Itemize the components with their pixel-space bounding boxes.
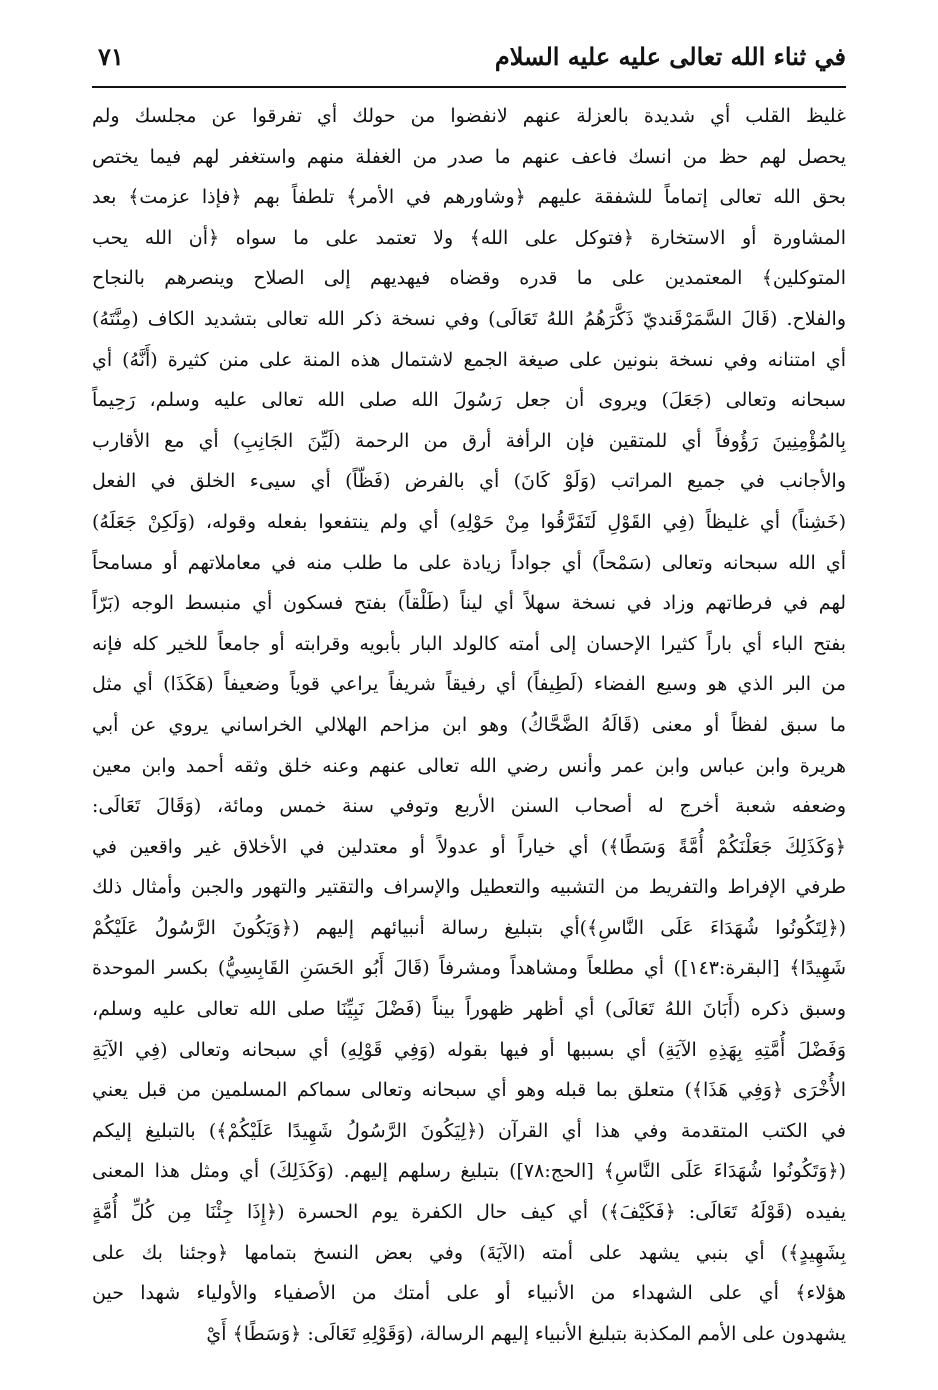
text-line: أي الله سبحانه وتعالى (سَمْحاً) أي جواداً زيادة على ما طلب منه في معاملاتهم أو مسامحاً	[92, 551, 846, 574]
text-line: بِشَهِيدٍ﴾) أي بنبي يشهد على أمته (الآيَةَ) وفي بعض النسخ بتمامها ﴿وجئنا بك على	[92, 1241, 846, 1264]
text-line: المتوكلين﴾ المعتمدين على ما قدره وقضاه فيهديهم إلى الصلاح وينصرهم بالنجاح	[92, 267, 846, 290]
text-line: (﴿وَتَكُونُوا شُهَدَاءَ عَلَى النَّاسِ﴾ [الحج:٧٨]) بتبليغ رسلهم إليهم. (وَكَذَلِكَ) أي ومثل هذا المعنى	[92, 1160, 846, 1183]
text-line: والفلاح. (قَالَ السَّمَرْقَنديّ ذَكَّرَهُمُ اللهُ تَعَالَى) وفي نسخة ذكر الله تعالى بتشديد الكاف (مِنَّتَهُ)	[92, 307, 846, 330]
body-text	[92, 96, 846, 1354]
text-line: يشهدون على الأمم المكذبة بتبليغ الأنبياء إليهم الرسالة، (وَقَوْلِهِ تَعَالَى: ﴿وَسَطًا﴾ أَيْ	[206, 1322, 846, 1345]
text-line: يحصل لهم حظ من انسك فاعف عنهم ما صدر من الغفلة منهم واستغفر لهم فيما يختص	[92, 145, 846, 168]
text-line: غليظ القلب أي شديدة بالعزلة عنهم لانفضوا من حولك أي تفرقوا عن مجلسك ولم	[92, 105, 846, 127]
text-line: والأجانب في جميع المراتب (وَلَوْ كَانَ) أي بالفرض (فَظّاً) أي سيىء الخلق في الفعل	[92, 470, 846, 493]
text-line: هؤلاء﴾ أي على الشهداء من الأنبياء أو على أمتك من الأصفياء والأولياء شهدا حين	[92, 1282, 846, 1305]
text-line: يفيده (قَوْلَهُ تَعَالَى: ﴿فَكَيْفَ﴾) أي كيف حال الكفرة يوم الحسرة (﴿إِذَا جِئْنَا مِن كُلِّ أُمَّةٍ	[92, 1201, 846, 1224]
text-line: سبحانه وتعالى (جَعَلَ) ويروى أن جعل رَسُولَ الله صلى الله تعالى عليه وسلم، رَحِيماً	[92, 389, 846, 412]
text-line: (خَشِناً) أي غليظاً (فِي القَوْلِ لَتَفَرَّقُوا مِنْ حَوْلِهِ) أي ولم ينتفعوا بفعله وقوله، (وَلَكِنْ جَعَلَهُ)	[92, 510, 846, 533]
text-line: المشاورة أو الاستخارة ﴿فتوكل على الله﴾ ولا تعتمد على ما سواه ﴿أن الله يحب	[92, 226, 846, 249]
text-line: وَفَضْلَ أُمَّتِهِ بِهَذِهِ الآيَةِ) أي بسببها أو فيها بقوله (وَفِي قَوْلِهِ) أي سبحانه وتعالى (فِي الآيَةِ	[92, 1038, 846, 1061]
page-header	[92, 36, 846, 88]
text-line: من البر الذي هو وسيع الفضاء (لَطِيفاً) أي رفيقاً شريفاً يراعي قوياً وضعيفاً (هَكَذَا) أي مثل	[92, 673, 846, 696]
text-line: وسبق ذكره (أَبَانَ اللهُ تَعَالَى) أي أظهر ظهوراً بيناً (فَضْلَ نَبِيِّنَا صلى الله تعالى عليه وسلم،	[92, 998, 846, 1021]
text-line: أي امتنانه وفي نسخة بنونين على صيغة الجمع لاشتمال هذه المنة على منن كثيرة (أَنَّهُ) أي	[92, 348, 846, 371]
text-line: وضعفه شعبة أخرج له أصحاب السنن الأربع وتوفي سنة خمس ومائة، (وَقَالَ تَعَالَى:	[92, 795, 846, 818]
text-line: الأُخْرَى ﴿وَفِي هَذَا﴾) متعلق بما قبله وهو أي سبحانه وتعالى سماكم المسلمين من قبل يعني	[92, 1079, 846, 1102]
page-number: ٧١	[98, 42, 124, 71]
text-line: في الكتب المتقدمة وفي هذا أي القرآن (﴿لِيَكُونَ الرَّسُولُ شَهِيدًا عَلَيْكُمْ﴾) بالتبليغ إليكم	[92, 1119, 846, 1142]
text-line: لهم في فرطاتهم وزاد في نسخة سهلاً أي ليناً (طَلْقاً) بفتح فسكون أي منبسط الوجه (بَرّاً	[92, 592, 846, 615]
text-line: ﴿وَكَذَلِكَ جَعَلْنَكُمْ أُمَّةً وَسَطًا﴾) أي خياراً أو عدولاً أو معتدلين في الأخلاق غير واقعين في	[92, 835, 846, 858]
text-line: بحق الله تعالى إتماماً للشفقة عليهم ﴿وشاورهم في الأمر﴾ تلطفاً بهم ﴿فإذا عزمت﴾ بعد	[92, 186, 846, 209]
text-line: طرفي الإفراط والتفريط من التشبيه والتعطيل والإسراف والتقتير والتهور والجبن وأمثال ذلك	[92, 876, 846, 899]
text-line: بفتح الباء أي باراً كثيرا الإحسان إلى أمته كالولد البار بأبويه وقرابته أو جامعاً للخير كله فإنه	[92, 632, 846, 655]
text-line: (﴿لِتَكُونُوا شُهَدَاءَ عَلَى النَّاسِ﴾)أي بتبليغ رسالة أنبيائهم إليهم (﴿وَيَكُونَ الرَّسُولُ عَلَيْكُمْ	[92, 916, 846, 939]
text-line: بِالمُؤْمِنِينَ رَؤُوفاً أي للمتقين فإن الرأفة أرق من الرحمة (لَيِّنَ الجَانِبِ) أي مع الأقارب	[92, 429, 846, 452]
text-line: شَهِيدًا﴾ [البقرة:١٤٣]) أي مطلعاً ومشاهداً ومشرفاً (قَالَ أَبُو الحَسَنِ القَابِسِيُّ) بكسر الموحدة	[92, 957, 846, 980]
text-line: ما سبق لفظاً أو معنى (قَالَهُ الضَّحَّاكُ) وهو ابن مزاحم الهلالي الخراساني يروي عن أبي	[92, 713, 846, 736]
text-line: هريرة وابن عباس وابن عمر وأنس رضي الله تعالى عنهم وعنه خلق وثقه أحمد وابن معين	[92, 754, 846, 777]
running-head: في ثناء الله تعالى عليه عليه السلام	[494, 42, 846, 71]
